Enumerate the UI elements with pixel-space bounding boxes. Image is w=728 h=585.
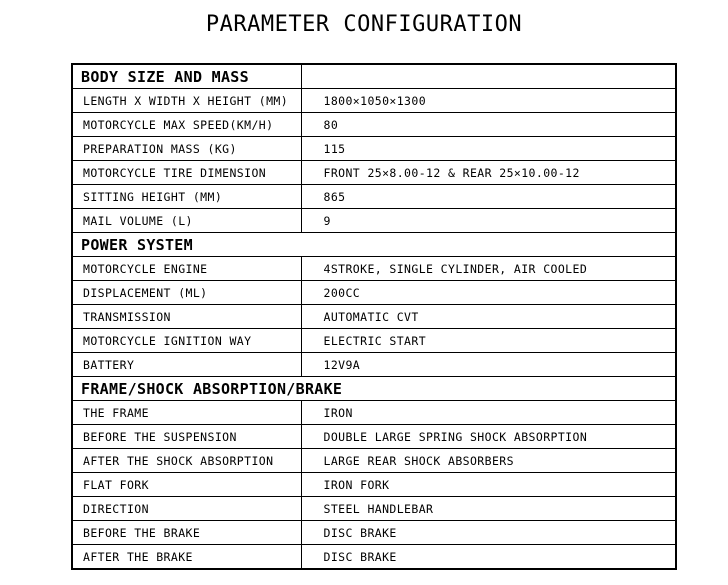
table-row <box>72 545 676 570</box>
row-label: MOTORCYCLE MAX SPEED(KM/H) <box>72 113 301 137</box>
row-value: 865 <box>301 185 676 209</box>
row-label: LENGTH X WIDTH X HEIGHT (MM) <box>72 89 301 113</box>
row-value: IRON FORK <box>301 473 676 497</box>
section-header-blank <box>301 64 676 89</box>
page-title: PARAMETER CONFIGURATION <box>205 12 523 37</box>
row-label: AFTER THE SHOCK ABSORPTION <box>72 449 301 473</box>
table-row <box>72 305 676 329</box>
row-label: BEFORE THE BRAKE <box>72 521 301 545</box>
section-heading: BODY SIZE AND MASS <box>72 64 301 89</box>
table-row <box>72 329 676 353</box>
row-label: TRANSMISSION <box>72 305 301 329</box>
row-label: MOTORCYCLE IGNITION WAY <box>72 329 301 353</box>
row-value: ELECTRIC START <box>301 329 676 353</box>
row-value: 200CC <box>301 281 676 305</box>
row-value: DOUBLE LARGE SPRING SHOCK ABSORPTION <box>301 425 676 449</box>
row-label: BATTERY <box>72 353 301 377</box>
row-label: FLAT FORK <box>72 473 301 497</box>
row-label: SITTING HEIGHT (MM) <box>72 185 301 209</box>
row-value: AUTOMATIC CVT <box>301 305 676 329</box>
table-row <box>72 113 676 137</box>
row-label: MOTORCYCLE ENGINE <box>72 257 301 281</box>
table-row <box>72 89 676 113</box>
table-row <box>72 257 676 281</box>
row-value: 115 <box>301 137 676 161</box>
table-row <box>72 425 676 449</box>
table-row <box>72 185 676 209</box>
table-row <box>72 281 676 305</box>
section-header-power-system <box>72 233 676 257</box>
row-label: DIRECTION <box>72 497 301 521</box>
table-row <box>72 209 676 233</box>
row-label: BEFORE THE SUSPENSION <box>72 425 301 449</box>
table-row <box>72 353 676 377</box>
row-value: LARGE REAR SHOCK ABSORBERS <box>301 449 676 473</box>
row-value: DISC BRAKE <box>301 545 676 570</box>
section-heading: FRAME/SHOCK ABSORPTION/BRAKE <box>72 377 676 401</box>
row-value: IRON <box>301 401 676 425</box>
section-heading: POWER SYSTEM <box>72 233 676 257</box>
section-header-body-size <box>72 64 676 89</box>
row-value: FRONT 25×8.00-12 & REAR 25×10.00-12 <box>301 161 676 185</box>
parameter-table <box>71 63 677 570</box>
table-row <box>72 497 676 521</box>
row-value: 4STROKE, SINGLE CYLINDER, AIR COOLED <box>301 257 676 281</box>
row-value: 9 <box>301 209 676 233</box>
row-value: 1800×1050×1300 <box>301 89 676 113</box>
table-row <box>72 521 676 545</box>
table-row <box>72 449 676 473</box>
section-header-frame-shock-brake <box>72 377 676 401</box>
row-label: PREPARATION MASS (KG) <box>72 137 301 161</box>
row-label: MOTORCYCLE TIRE DIMENSION <box>72 161 301 185</box>
row-value: DISC BRAKE <box>301 521 676 545</box>
row-label: DISPLACEMENT (ML) <box>72 281 301 305</box>
table-row <box>72 161 676 185</box>
row-label: MAIL VOLUME (L) <box>72 209 301 233</box>
row-value: 80 <box>301 113 676 137</box>
row-value: 12V9A <box>301 353 676 377</box>
row-label: THE FRAME <box>72 401 301 425</box>
row-value: STEEL HANDLEBAR <box>301 497 676 521</box>
table-row <box>72 473 676 497</box>
table-row <box>72 401 676 425</box>
table-row <box>72 137 676 161</box>
row-label: AFTER THE BRAKE <box>72 545 301 570</box>
